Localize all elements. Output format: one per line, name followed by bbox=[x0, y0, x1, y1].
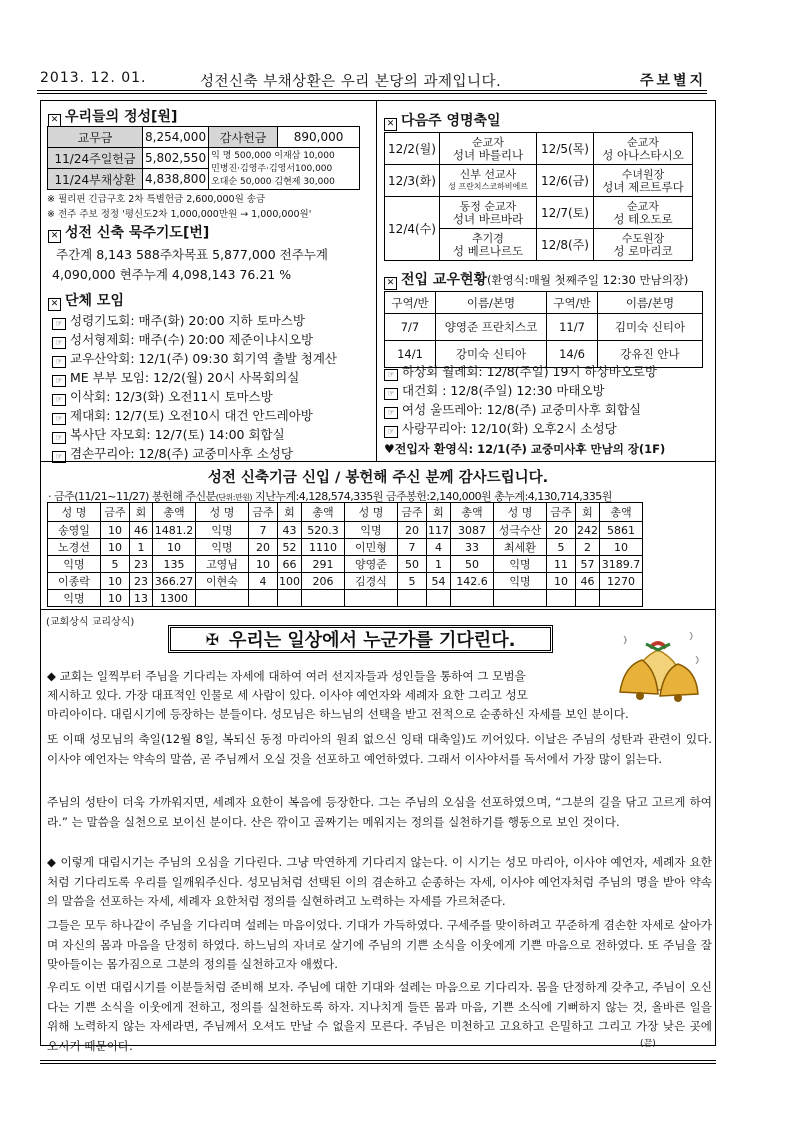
article-title: 우리는 일상에서 누군가를 기다린다. bbox=[228, 630, 516, 651]
table-cell: 14/6 bbox=[547, 341, 598, 368]
newcomers-table bbox=[384, 291, 703, 368]
pointing-hand-icon: ☞ bbox=[384, 407, 398, 419]
offering-note: ※ 전주 주보 정정 '평신도2차 1,000,000만원 → 1,000,000원' bbox=[47, 209, 312, 220]
table-cell: 10 bbox=[101, 590, 130, 607]
table-cell: 성극수산 bbox=[494, 522, 547, 539]
column-header: 회 bbox=[130, 503, 153, 522]
feast-date: 12/6(금) bbox=[537, 165, 594, 197]
offering-value: 8,254,000 bbox=[143, 127, 209, 148]
column-header: 총액 bbox=[153, 503, 196, 522]
table-cell: 1300 bbox=[153, 590, 196, 607]
table-cell: 이민형 bbox=[345, 539, 398, 556]
rosary-line: 주간계 8,143 588주차목표 5,877,000 전주누계 bbox=[56, 247, 328, 262]
table-cell: 20 bbox=[398, 522, 427, 539]
pointing-hand-icon: ☞ bbox=[52, 451, 66, 463]
table-cell bbox=[278, 590, 302, 607]
feast-title: 순교자 bbox=[472, 135, 504, 149]
welcome-line bbox=[384, 440, 665, 457]
checkbox-icon: ✕ bbox=[384, 118, 397, 131]
list-item: ☞ 제대회: 12/7(토) 오전10시 대건 안드레아방 bbox=[52, 406, 337, 425]
column-header: 이름/본명 bbox=[598, 292, 703, 314]
feast-title: 추기경 bbox=[472, 231, 504, 245]
article-title-box bbox=[168, 625, 553, 653]
table-cell: 23 bbox=[130, 573, 153, 590]
thanks-offering-value: 890,000 bbox=[278, 127, 360, 148]
offering-label: 11/24부채상환 bbox=[48, 169, 143, 190]
column-header: 성 명 bbox=[494, 503, 547, 522]
list-item: ☞ 대건회 : 12/8(주일) 12:30 마태오방 bbox=[384, 381, 657, 400]
article-paragraph: ◆ 교회는 일찍부터 주님을 기다리는 자세에 대하여 여러 선지자들과 성인들을 통하여 그 모범을 bbox=[47, 669, 526, 683]
summary-totals: 지난누계:4,128,574,335원 금주봉헌:2,140,000원 총누계:4,130,714,335원 bbox=[255, 490, 612, 503]
table-cell: 1110 bbox=[302, 539, 345, 556]
article-tag: (교회상식 교리상식) bbox=[46, 617, 135, 628]
list-item: ☞ 사랑꾸리아: 12/10(화) 오후2시 소성당 bbox=[384, 419, 657, 438]
column-header: 성 명 bbox=[48, 503, 101, 522]
pointing-hand-icon: ☞ bbox=[52, 375, 66, 387]
table-cell: 고영님 bbox=[196, 556, 249, 573]
table-cell: 7 bbox=[398, 539, 427, 556]
table-cell: 양영준 프란치스코 bbox=[436, 314, 547, 341]
table-cell bbox=[249, 590, 278, 607]
table-cell bbox=[547, 590, 576, 607]
donation-title: 성전 신축기금 신입 / 봉헌해 주신 분께 감사드립니다. bbox=[207, 470, 549, 486]
feast-date: 12/2(월) bbox=[385, 133, 440, 165]
feast-saint: 성녀 바를리나 bbox=[452, 147, 524, 162]
table-cell: 13 bbox=[130, 590, 153, 607]
table-cell bbox=[302, 590, 345, 607]
table-cell: 43 bbox=[278, 522, 302, 539]
thanks-note: 익 명 500,000 이재삼 10,000 bbox=[211, 151, 335, 161]
article-paragraph: ◆ 이렇게 대림시기는 주님의 오심을 기다린다. 그냥 막연하게 기다리지 않는다. 이 시기는 성모 마리아, 이사야 예언자, 세례자 요한처럼 기다리도록 우리를 일깨워주신다. 성모님처럼 선택된 이의 겸손하고 순종하는 자세, 이사야 예언자처럼 주님의 명을 받아 약속의 말씀을 선포하는 자세, 세례자 요한처럼 정의를 실현하려고 노력하는 자세를 가르쳐준다. bbox=[47, 855, 713, 908]
feast-title: 수도원장 bbox=[621, 231, 665, 245]
welcome-label: ♥전입자 환영식 bbox=[384, 442, 469, 456]
column-header: 총액 bbox=[302, 503, 345, 522]
feast-title: 순교자 bbox=[627, 199, 659, 213]
table-cell bbox=[600, 590, 643, 607]
rosary-title: ✕ 성전 신축 묵주기도[번] bbox=[48, 222, 209, 243]
table-cell: 291 bbox=[302, 556, 345, 573]
list-item: ☞ 하상회 월례회: 12/8(주일) 19시 하상바오로방 bbox=[384, 362, 657, 381]
column-header: 총액 bbox=[451, 503, 494, 522]
table-cell bbox=[427, 590, 451, 607]
table-cell: 520.3 bbox=[302, 522, 345, 539]
events-list bbox=[384, 362, 657, 438]
table-cell: 3087 bbox=[451, 522, 494, 539]
table-cell: 김미숙 신티아 bbox=[598, 314, 703, 341]
header-badge: 주보별지 bbox=[640, 73, 707, 89]
column-header: 구역/반 bbox=[547, 292, 598, 314]
checkbox-icon: ✕ bbox=[48, 230, 61, 243]
table-cell: 2 bbox=[576, 539, 600, 556]
list-item: ☞ 여성 울뜨레아: 12/8(주) 교중미사후 회합실 bbox=[384, 400, 657, 419]
table-row bbox=[48, 590, 643, 607]
table-cell: 4 bbox=[427, 539, 451, 556]
table-cell: 33 bbox=[451, 539, 494, 556]
table-cell: 20 bbox=[249, 539, 278, 556]
list-item: ☞ ME 부부 모임: 12/2(월) 20시 사목회의실 bbox=[52, 368, 337, 387]
article-paragraph: 마리아이다. 대림시기에 등장하는 분들이다. 성모님은 하느님의 선택을 받고 전적으로 순종하신 자세를 보인 분이다. bbox=[47, 707, 629, 721]
table-cell: 117 bbox=[428, 523, 449, 537]
table-cell: 익명 bbox=[494, 556, 547, 573]
diamond-bullet-icon: ◆ bbox=[47, 669, 56, 683]
article-paragraph: 제시하고 있다. 가장 대표적인 인물로 세 사람이 있다. 이사야 예언자와 세례자 요한 그리고 성모 bbox=[47, 688, 528, 702]
table-cell: 최세환 bbox=[494, 539, 547, 556]
column-header: 총액 bbox=[600, 503, 643, 522]
groups-list bbox=[52, 311, 337, 463]
table-cell: 익명 bbox=[48, 556, 101, 573]
header-slogan: 성전신축 부채상환은 우리 본당의 과제입니다. bbox=[200, 74, 502, 90]
table-cell: 이종락 bbox=[48, 573, 101, 590]
offering-label: 교무금 bbox=[48, 127, 143, 148]
table-cell bbox=[196, 590, 249, 607]
offering-value: 5,802,550 bbox=[143, 148, 209, 169]
article-paragraph: 그들은 모두 하나같이 주님을 기다리며 설레는 마음이었다. 기대가 가득하였다. 구세주를 맞이하려고 꾸준하게 겸손한 자세로 살아가며 자신의 몸과 마음을 단정히 하였다. 하느님의 자녀로 살기에 주님의 기쁜 소식을 이웃에게 기쁜 마음으로 전하였다. 또 주님을 잘 맞아들이는 몸가짐으로 그분의 정의를 실천하고자 애썼다. bbox=[47, 918, 712, 971]
feast-saint: 성 프란치스코하비에르 bbox=[448, 181, 528, 191]
cross-icon: ✠ bbox=[205, 629, 219, 649]
table-cell: 양영준 bbox=[345, 556, 398, 573]
table-cell: 11 bbox=[547, 556, 576, 573]
table-cell: 익명 bbox=[196, 539, 249, 556]
table-cell: 이현숙 bbox=[196, 573, 249, 590]
table-cell: 5 bbox=[547, 539, 576, 556]
feast-saint: 성녀 바르바라 bbox=[452, 211, 524, 226]
feast-date: 12/5(목) bbox=[537, 133, 594, 165]
newcomers-title: ✕ 전입 교우현황(환영식:매월 첫째주일 12:30 만남의장) bbox=[384, 269, 688, 290]
table-cell: 1 bbox=[427, 556, 451, 573]
feast-saint: 성 테오도로 bbox=[613, 211, 673, 226]
table-cell: 142.6 bbox=[451, 573, 494, 590]
header-date: 2013. 12. 01. bbox=[40, 70, 147, 86]
table-cell: 4 bbox=[249, 573, 278, 590]
table-row bbox=[48, 539, 643, 556]
table-cell: 14/1 bbox=[385, 341, 436, 368]
table-cell: 10 bbox=[600, 539, 643, 556]
summary-lead: · 금주(11/21~11/27) 봉헌해 주신분 bbox=[48, 490, 216, 503]
table-cell: 52 bbox=[278, 539, 302, 556]
table-cell: 1270 bbox=[600, 573, 643, 590]
table-cell: 5 bbox=[398, 573, 427, 590]
table-cell: 10 bbox=[101, 573, 130, 590]
pointing-hand-icon: ☞ bbox=[52, 394, 66, 406]
table-row bbox=[48, 573, 643, 590]
table-cell: 3189.7 bbox=[600, 556, 643, 573]
table-cell: 익명 bbox=[48, 590, 101, 607]
list-item: ☞ 겸손꾸리아: 12/8(주) 교중미사후 소성당 bbox=[52, 444, 337, 463]
offerings-table bbox=[47, 126, 360, 190]
table-cell: 57 bbox=[576, 556, 600, 573]
table-cell: 익명 bbox=[494, 573, 547, 590]
pointing-hand-icon: ☞ bbox=[52, 337, 66, 349]
pointing-hand-icon: ☞ bbox=[384, 426, 398, 438]
table-cell: 익명 bbox=[345, 522, 398, 539]
newcomers-subtitle: (환영식:매월 첫째주일 12:30 만남의장) bbox=[487, 273, 689, 287]
table-cell: 20 bbox=[547, 522, 576, 539]
table-cell: 7/7 bbox=[385, 314, 436, 341]
table-cell: 206 bbox=[302, 573, 345, 590]
feast-saint: 성 베르나르도 bbox=[452, 243, 524, 258]
table-cell: 50 bbox=[398, 556, 427, 573]
feast-title: 신부 선교사 bbox=[459, 167, 517, 181]
table-cell: 11/7 bbox=[547, 314, 598, 341]
pointing-hand-icon: ☞ bbox=[384, 369, 398, 381]
table-cell: 7 bbox=[249, 522, 278, 539]
table-cell bbox=[345, 590, 398, 607]
table-cell: 46 bbox=[130, 522, 153, 539]
pointing-hand-icon: ☞ bbox=[52, 356, 66, 368]
pointing-hand-icon: ☞ bbox=[52, 413, 66, 425]
column-header: 구역/반 bbox=[385, 292, 436, 314]
feast-date: 12/7(토) bbox=[537, 197, 594, 229]
offerings-title: ✕ 우리들의 정성[원] bbox=[48, 106, 177, 127]
feasts-table bbox=[384, 132, 693, 261]
feast-title: 수녀원장 bbox=[621, 167, 665, 181]
article-paragraph: 주님의 성탄이 더욱 가까워지면, 세례자 요한이 복음에 등장한다. 그는 주님의 오심을 선포하였으며, “그분의 길을 닦고 고르게 하여라.” 는 말씀을 실천으로 보이신 분이다. 산은 깎이고 골짜기는 메워지는 정의를 실천하기를 행동으로 보인 것이다. bbox=[47, 795, 712, 829]
donation-table bbox=[47, 502, 643, 607]
feast-title: 동정 순교자 bbox=[459, 199, 517, 213]
table-cell: 익명 bbox=[196, 522, 249, 539]
summary-unit: (단위:만원) bbox=[215, 493, 253, 502]
table-cell: 강미숙 신티아 bbox=[436, 341, 547, 368]
table-cell: 23 bbox=[130, 556, 153, 573]
thanks-note: 민병진·김영주·김영서100,000 bbox=[211, 164, 333, 174]
table-cell: 242 bbox=[577, 523, 598, 537]
feast-date: 12/4(수) bbox=[385, 197, 440, 261]
thanks-offering-label: 감사헌금 bbox=[209, 127, 278, 148]
table-cell: 5861 bbox=[600, 522, 643, 539]
feast-date: 12/8(주) bbox=[537, 229, 594, 261]
table-row bbox=[48, 522, 643, 539]
table-cell: 46 bbox=[576, 573, 600, 590]
article-end: (끝) bbox=[640, 1039, 656, 1049]
table-cell: 10 bbox=[547, 573, 576, 590]
table-cell: 366.27 bbox=[153, 573, 196, 590]
feast-saint: 성 아나스타시오 bbox=[602, 147, 684, 162]
table-cell: 66 bbox=[278, 556, 302, 573]
list-item: ☞ 교우산악회: 12/1(주) 09:30 회기역 출발 청계산 bbox=[52, 349, 337, 368]
table-cell: 1 bbox=[130, 539, 153, 556]
checkbox-icon: ✕ bbox=[48, 298, 61, 311]
column-header: 성 명 bbox=[345, 503, 398, 522]
thanks-note: 오대순 50,000 김현제 30,000 bbox=[211, 177, 335, 187]
table-cell bbox=[494, 590, 547, 607]
column-header: 금주 bbox=[101, 503, 130, 522]
table-cell: 김경식 bbox=[345, 573, 398, 590]
table-cell: 1481.2 bbox=[153, 522, 196, 539]
table-cell: 노경선 bbox=[48, 539, 101, 556]
table-cell: 54 bbox=[427, 573, 451, 590]
offering-value: 4,838,800 bbox=[143, 169, 209, 190]
table-cell bbox=[451, 590, 494, 607]
table-cell bbox=[576, 590, 600, 607]
table-row bbox=[48, 556, 643, 573]
feast-saint: 성 로마리코 bbox=[613, 243, 673, 258]
article-paragraph: 우리도 이번 대림시기를 이분들처럼 준비해 보자. 주님에 대한 기대와 설레는 마음으로 기다리자. 몸을 단정하게 갖추고, 주님이 오신다는 기쁜 소식을 이웃에게 전하고, 정의를 실천하도록 하자. 지나치게 들뜬 몸과 마음, 기쁜 소식에 기뻐하지 않는 것, 올바른 일을 위해 노력하지 않는 자세라면, 주님께서 오셔도 만날 수 없을지 모른다. 주님은 미천하고 고요하고 은밀하고 그리고 가장 낮은 곳에 오시기 때문이다. bbox=[47, 980, 712, 1053]
table-cell: 5 bbox=[101, 556, 130, 573]
table-cell bbox=[398, 590, 427, 607]
column-header: 이름/본명 bbox=[436, 292, 547, 314]
table-cell: 송영일 bbox=[48, 522, 101, 539]
pointing-hand-icon: ☞ bbox=[384, 388, 398, 400]
column-header: 금주 bbox=[398, 503, 427, 522]
list-item: ☞ 성령기도회: 매주(화) 20:00 지하 토마스방 bbox=[52, 311, 337, 330]
column-header: 성 명 bbox=[196, 503, 249, 522]
table-cell: 100 bbox=[279, 574, 300, 588]
list-item: ☞ 성서형제회: 매주(수) 20:00 제준이냐시오방 bbox=[52, 330, 337, 349]
groups-title: ✕ 단체 모임 bbox=[48, 290, 124, 311]
offering-label: 11/24주일헌금 bbox=[48, 148, 143, 169]
table-cell: 10 bbox=[101, 522, 130, 539]
article-paragraph: 또 이때 성모님의 축일(12월 8일, 복되신 동정 마리아의 원죄 없으신 잉태 대축일)도 끼어있다. 이날은 주님의 성탄과 관련이 있다. 이사야 예언자는 약속의 말씀, 곧 주님께서 오실 것을 선포하고 예언하였다. 그래서 이사야서를 독서에서 가장 많이 읽는다. bbox=[47, 732, 712, 766]
rosary-line: 4,090,000 현주누계 4,098,143 76.21 % bbox=[52, 267, 292, 282]
feast-date: 12/3(화) bbox=[385, 165, 440, 197]
table-cell: 강유진 안나 bbox=[598, 341, 703, 368]
feast-title: 순교자 bbox=[627, 135, 659, 149]
diamond-bullet-icon: ◆ bbox=[47, 855, 57, 869]
table-cell: 10 bbox=[153, 539, 196, 556]
table-cell: 135 bbox=[153, 556, 196, 573]
column-header: 금주 bbox=[249, 503, 278, 522]
column-header: 금주 bbox=[547, 503, 576, 522]
feast-saint: 성녀 제르트루다 bbox=[602, 179, 684, 194]
column-header: 회 bbox=[427, 503, 451, 522]
pointing-hand-icon: ☞ bbox=[52, 318, 66, 330]
table-cell: 10 bbox=[101, 539, 130, 556]
table-cell: 10 bbox=[249, 556, 278, 573]
column-header: 회 bbox=[576, 503, 600, 522]
checkbox-icon: ✕ bbox=[48, 114, 61, 127]
list-item: ☞ 이삭회: 12/3(화) 오전11시 토마스방 bbox=[52, 387, 337, 406]
feasts-title: ✕ 다음주 영명축일 bbox=[384, 110, 501, 131]
welcome-text: : 12/1(주) 교중미사후 만남의 장(1F) bbox=[468, 442, 666, 456]
pointing-hand-icon: ☞ bbox=[52, 432, 66, 444]
offering-note: ※ 필리핀 긴급구호 2차 특별헌금 2,600,000원 송금 bbox=[47, 194, 266, 205]
checkbox-icon: ✕ bbox=[384, 277, 397, 290]
column-header: 회 bbox=[278, 503, 302, 522]
christmas-bells-icon bbox=[610, 620, 706, 704]
table-cell: 50 bbox=[451, 556, 494, 573]
list-item: ☞ 복사단 자모회: 12/7(토) 14:00 회합실 bbox=[52, 425, 337, 444]
